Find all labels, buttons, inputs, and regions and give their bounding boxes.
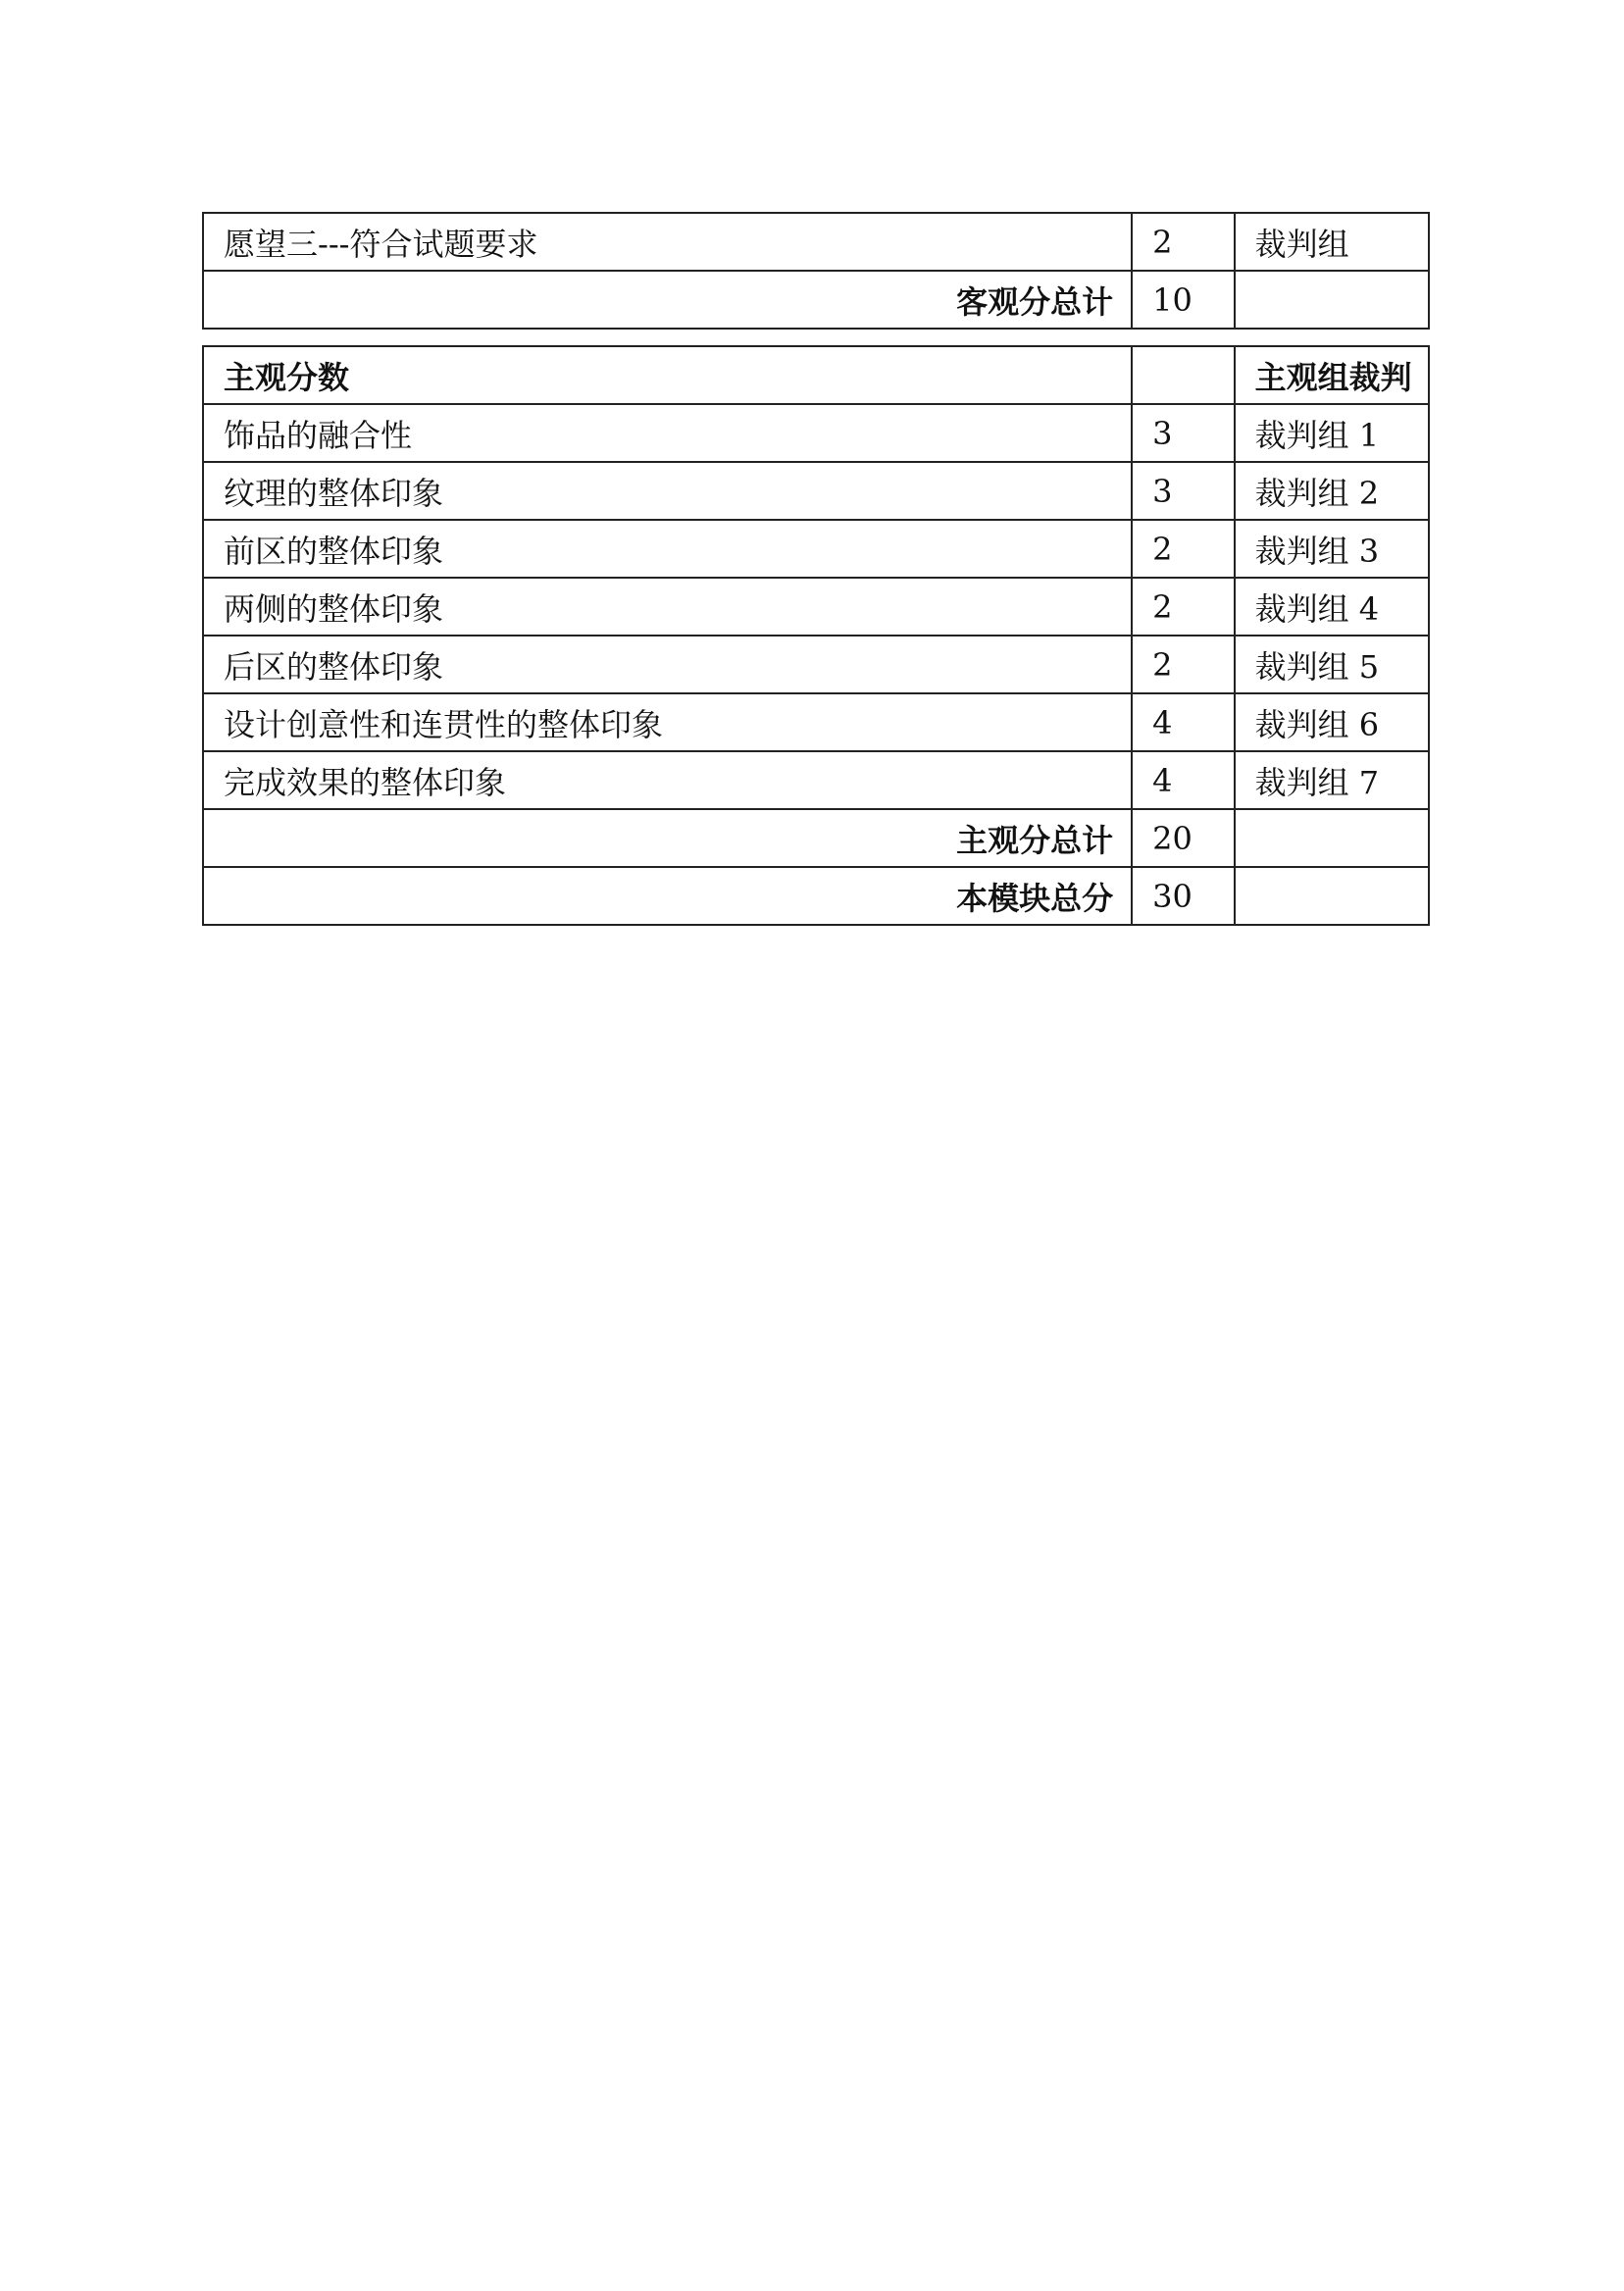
subjective-total-value: 20 (1132, 809, 1235, 867)
judge-cell: 裁判组 5 (1235, 636, 1429, 693)
objective-total-row (203, 271, 1429, 329)
judge-cell: 裁判组 (1235, 213, 1429, 271)
module-total-judge (1235, 867, 1429, 925)
score-cell: 2 (1132, 636, 1235, 693)
score-cell: 3 (1132, 462, 1235, 520)
objective-total-value: 10 (1132, 271, 1235, 329)
score-cell: 4 (1132, 751, 1235, 809)
table-row (203, 751, 1429, 809)
objective-score-table (202, 212, 1430, 330)
judge-cell: 裁判组 6 (1235, 693, 1429, 751)
judge-cell: 裁判组 1 (1235, 404, 1429, 462)
header-item: 主观分数 (203, 346, 1132, 404)
table-row (203, 693, 1429, 751)
objective-total-label: 客观分总计 (203, 271, 1132, 329)
item-cell: 后区的整体印象 (203, 636, 1132, 693)
subjective-total-label: 主观分总计 (203, 809, 1132, 867)
subjective-header-row (203, 346, 1429, 404)
score-cell: 2 (1132, 213, 1235, 271)
score-cell: 2 (1132, 578, 1235, 636)
subjective-total-row (203, 809, 1429, 867)
table-row (203, 404, 1429, 462)
judge-cell: 裁判组 4 (1235, 578, 1429, 636)
subjective-score-table (202, 345, 1430, 926)
table-row (203, 213, 1429, 271)
header-score (1132, 346, 1235, 404)
header-judge: 主观组裁判 (1235, 346, 1429, 404)
item-cell: 设计创意性和连贯性的整体印象 (203, 693, 1132, 751)
score-cell: 4 (1132, 693, 1235, 751)
table-row (203, 578, 1429, 636)
subjective-total-judge (1235, 809, 1429, 867)
score-cell: 2 (1132, 520, 1235, 578)
module-total-row (203, 867, 1429, 925)
objective-total-judge (1235, 271, 1429, 329)
judge-cell: 裁判组 2 (1235, 462, 1429, 520)
item-cell: 饰品的融合性 (203, 404, 1132, 462)
item-cell: 愿望三---符合试题要求 (203, 213, 1132, 271)
table-row (203, 636, 1429, 693)
table-row (203, 462, 1429, 520)
judge-cell: 裁判组 7 (1235, 751, 1429, 809)
item-cell: 两侧的整体印象 (203, 578, 1132, 636)
judge-cell: 裁判组 3 (1235, 520, 1429, 578)
item-cell: 纹理的整体印象 (203, 462, 1132, 520)
item-cell: 前区的整体印象 (203, 520, 1132, 578)
module-total-value: 30 (1132, 867, 1235, 925)
item-cell: 完成效果的整体印象 (203, 751, 1132, 809)
module-total-label: 本模块总分 (203, 867, 1132, 925)
score-cell: 3 (1132, 404, 1235, 462)
table-row (203, 520, 1429, 578)
